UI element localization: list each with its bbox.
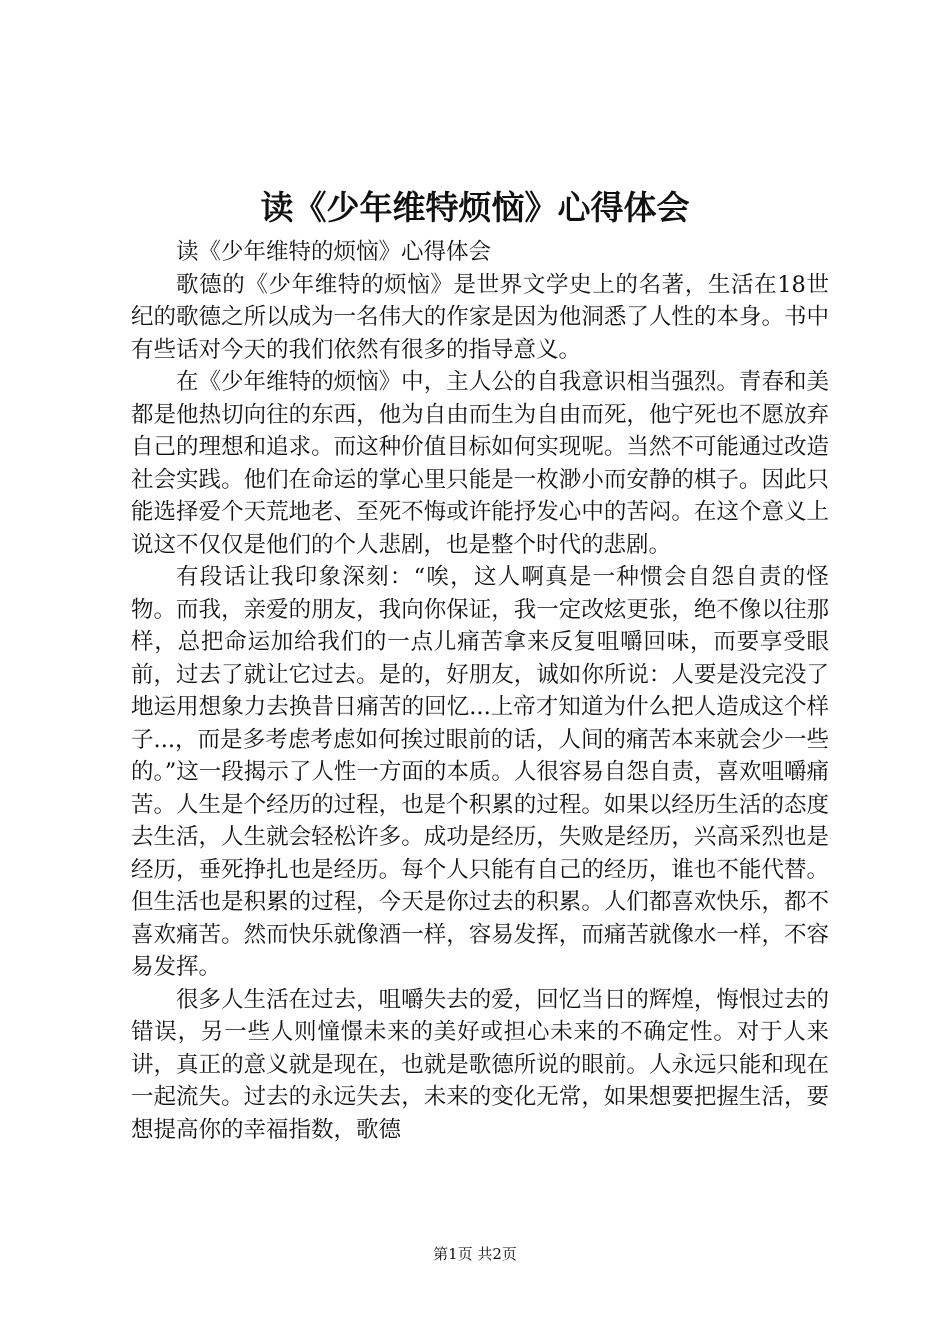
paragraph-2: 在《少年维特的烦恼》中，主人公的自我意识相当强烈。青春和美都是他热切向往的东西，他为自由而生为自由而死，他宁死也不愿放弃自己的理想和追求。而这种价值目标如何实现呢。当然不可能通过改造社会实践。他们在命运的掌心里只能是一枚渺小而安静的棋子。因此只能选择爱个天荒地老、至死不悔或许能抒发心中的苦闷。在这个意义上说这不仅仅是他们的个人悲剧，也是整个时代的悲剧。 — [131, 369, 829, 558]
page-footer: 第1页 共2页 — [433, 1245, 517, 1263]
paragraph-3: 有段话让我印象深刻：“唉，这人啊真是一种惯会自怨自责的怪物。而我，亲爱的朋友，我向你保证，我一定改炫更张，绝不像以往那样，总把命运加给我们的一点儿痛苦拿来反复咀嚼回味，而要享受眼前，过去了就让它过去。是的，好朋友，诚如你所说：人要是没完没了地运用想象力去换昔日痛苦的回忆...上帝才知道为什么把人造成这个样子...，而是多考虑考虑如何挨过眼前的话，人间的痛苦本来就会少一些的。”这一段揭示了人性一方面的本质。人很容易自怨自责，喜欢咀嚼痛苦。人生是个经历的过程，也是个积累的过程。如果以经历生活的态度去生活，人生就会轻松许多。成功是经历，失败是经历，兴高采烈也是经历，垂死挣扎也是经历。每个人只能有自己的经历，谁也不能代替。但生活也是积累的过程，今天是你过去的积累。人们都喜欢快乐，都不喜欢痛苦。然而快乐就像酒一样，容易发挥，而痛苦就像水一样，不容易发挥。 — [131, 564, 829, 980]
paragraph-1: 歌德的《少年维特的烦恼》是世界文学史上的名著，生活在18世纪的歌德之所以成为一名伟大的作家是因为他洞悉了人性的本身。书中有些话对今天的我们依然有很多的指导意义。 — [131, 271, 829, 363]
document-body — [131, 236, 829, 1146]
document-title: 读《少年维特烦恼》心得体会 — [260, 188, 690, 227]
paragraph-subtitle: 读《少年维特的烦恼》心得体会 — [176, 239, 492, 265]
paragraph-4: 很多人生活在过去，咀嚼失去的爱，回忆当日的辉煌，悔恨过去的错误，另一些人则憧憬未来的美好或担心未来的不确定性。对于人来讲，真正的意义就是现在，也就是歌德所说的眼前。人永远只能和现在一起流失。过去的永远失去，未来的变化无常，如果想要把握生活，要想提高你的幸福指数，歌德 — [131, 986, 829, 1143]
